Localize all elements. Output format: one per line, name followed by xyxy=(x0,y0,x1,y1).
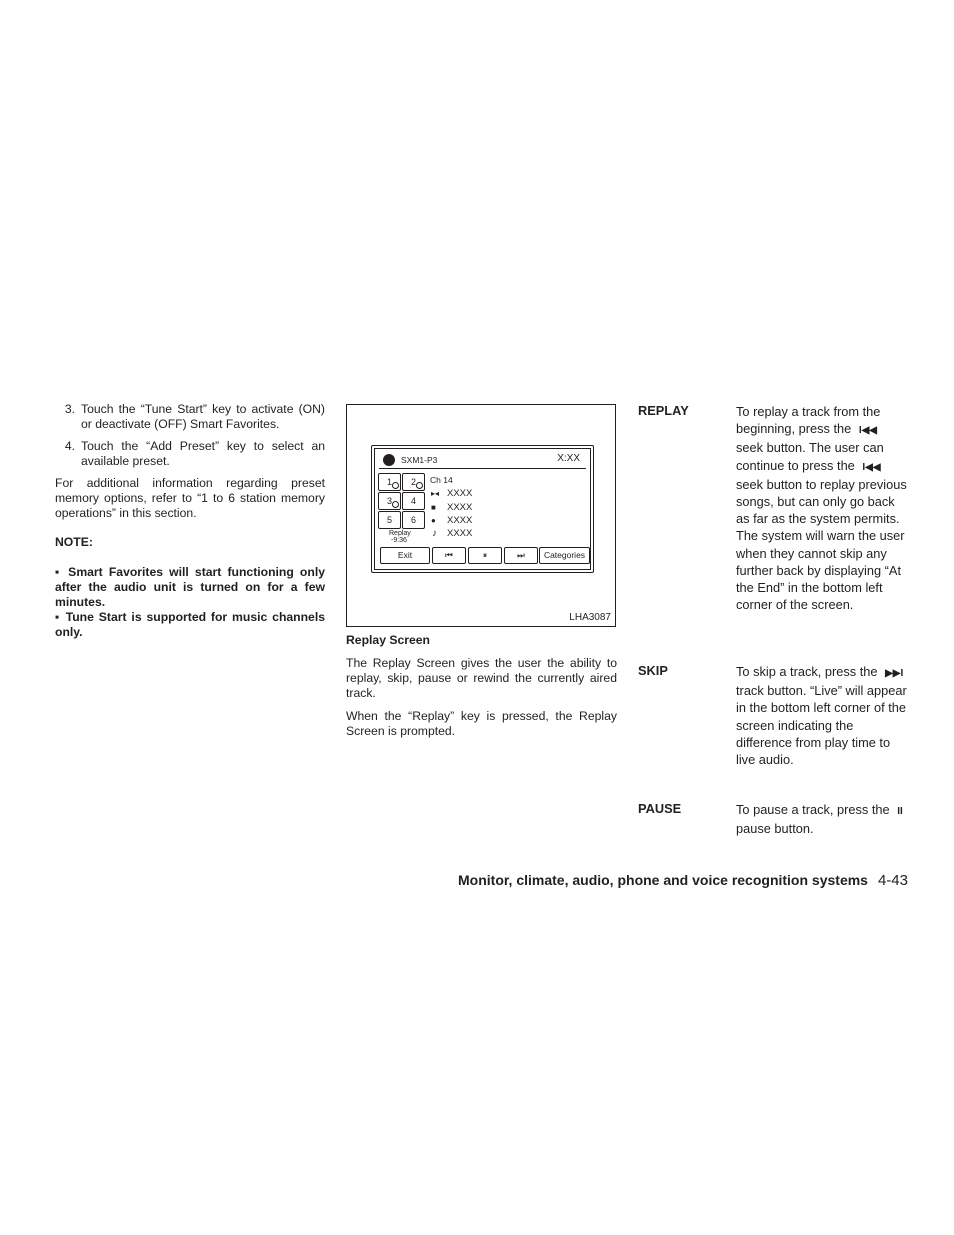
replay-definition: To replay a track from the beginning, press the I◀◀ seek button. The user can continue to press the I◀◀ seek button to replay previous songs, but can only go back as far as the system permits. The system will warn the user when they cannot skip any further back by displaying “At the End” in the bottom left corner of the screen. xyxy=(736,404,907,613)
replay-term: REPLAY xyxy=(638,403,689,418)
list-item xyxy=(55,439,325,469)
page-number: 4-43 xyxy=(877,872,908,889)
page-footer xyxy=(458,872,908,889)
note-heading: NOTE: xyxy=(55,535,93,549)
note-bullet: ▪ Tune Start is supported for music channels only. xyxy=(55,610,325,639)
step-number: 3. xyxy=(64,402,75,416)
clock-label: X:XX xyxy=(557,453,580,464)
list-item xyxy=(55,402,325,432)
display-screen xyxy=(371,445,594,573)
track-line: XXXX xyxy=(447,528,473,539)
preset-button-6[interactable]: 6 xyxy=(402,511,425,529)
next-icon: ⏭ xyxy=(517,550,525,560)
preset-button-1[interactable]: 1 xyxy=(378,473,401,491)
preset-button-4[interactable]: 4 xyxy=(402,492,425,510)
preset-button-3[interactable]: 3 xyxy=(378,492,401,510)
exit-button[interactable]: Exit xyxy=(380,547,430,564)
preset-button-5[interactable]: 5 xyxy=(378,511,401,529)
left-column xyxy=(55,402,325,640)
middle-column xyxy=(346,404,617,747)
pause-button[interactable] xyxy=(468,547,502,564)
prev-icon: ⏮ xyxy=(445,550,453,560)
music-note-icon: ♪ xyxy=(432,528,437,539)
preset-paragraph: For additional information regarding preset memory options, refer to “1 to 6 station memory operations” in this section. xyxy=(55,476,325,520)
replay-screen-figure xyxy=(346,404,616,627)
step-number: 4. xyxy=(64,439,75,453)
replay-time: -9:36 xyxy=(391,537,407,544)
replay-para-2: When the “Replay” key is pressed, the Replay Screen is prompted. xyxy=(346,709,617,738)
pause-definition: To pause a track, press the II pause button. xyxy=(736,801,908,837)
header-divider xyxy=(379,468,586,469)
preset-button-2[interactable]: 2 xyxy=(402,473,425,491)
seek-back-icon: I◀◀ xyxy=(862,461,881,473)
categories-button[interactable]: Categories xyxy=(539,547,590,564)
folder-icon: ■ xyxy=(431,503,436,512)
artist-icon: ● xyxy=(431,516,436,525)
figure-caption: Replay Screen xyxy=(346,633,431,647)
replay-label: Replay xyxy=(389,530,411,537)
figure-label: LHA3087 xyxy=(569,612,611,623)
channel-label: Ch 14 xyxy=(430,475,453,485)
replay-para-1: The Replay Screen gives the user the ability to replay, skip, pause or rewind the currently aired track. xyxy=(346,656,617,700)
pause-icon: ⏸ xyxy=(482,550,488,560)
skip-term: SKIP xyxy=(638,663,668,678)
station-label: SXM1-P3 xyxy=(401,455,438,465)
seek-back-icon: I◀◀ xyxy=(858,425,877,437)
skip-forward-icon: ▶▶I xyxy=(885,668,904,679)
pause-icon: II xyxy=(897,806,903,817)
next-track-button[interactable] xyxy=(504,547,538,564)
section-title: Monitor, climate, audio, phone and voice recognition systems xyxy=(458,872,868,888)
skip-definition: To skip a track, press the ▶▶I track button. “Live” will appear in the bottom left corner of the screen indicating the difference from play time to live audio. xyxy=(736,664,907,768)
broadcast-icon: ▸◂ xyxy=(431,489,440,498)
sxm-logo-icon xyxy=(383,454,395,466)
track-line: XXXX xyxy=(447,502,473,513)
step-text: Touch the “Tune Start” key to activate (ON) or deactivate (OFF) Smart Favorites. xyxy=(81,402,325,431)
pause-term: PAUSE xyxy=(638,801,682,816)
step-text: Touch the “Add Preset” key to select an available preset. xyxy=(81,439,325,468)
track-line: XXXX xyxy=(447,488,473,499)
prev-track-button[interactable] xyxy=(432,547,466,564)
track-line: XXXX xyxy=(447,515,473,526)
note-bullet: ▪ Smart Favorites will start functioning only after the audio unit is turned on for a few minutes. xyxy=(55,565,325,609)
